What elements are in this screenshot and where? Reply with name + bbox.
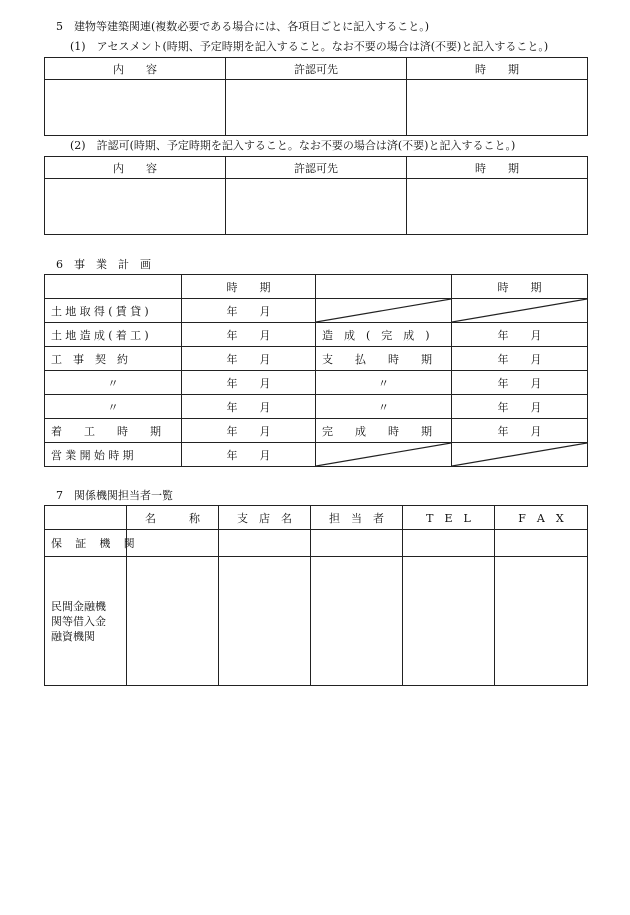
year-month-cell[interactable]: 年 月 — [452, 371, 588, 395]
diagonal-cell — [452, 299, 588, 323]
diagonal-cell — [316, 443, 452, 467]
diagonal-line — [452, 443, 587, 466]
header-content: 内 容 — [45, 58, 226, 80]
permit-content-cell[interactable] — [45, 179, 226, 235]
private-fax-cell[interactable] — [495, 557, 588, 686]
item-completion-time: 完 成 時 期 — [316, 419, 452, 443]
diagonal-line — [452, 299, 587, 322]
header-branch: 支 店 名 — [219, 506, 311, 530]
guarantee-branch-cell[interactable] — [219, 530, 311, 557]
year-month-cell[interactable]: 年 月 — [182, 395, 316, 419]
ditto-mark: 〃 — [316, 371, 452, 395]
item-land-acquisition: 土地取得(賃貸) — [45, 299, 182, 323]
header-fax: F A X — [495, 506, 588, 530]
item-payment-time: 支 払 時 期 — [316, 347, 452, 371]
header-authority: 許認可先 — [226, 157, 407, 179]
section5-title: 5 建物等建築関連(複数必要である場合には、各項目ごとに記入すること。) — [56, 20, 430, 33]
year-month-cell[interactable]: 年 月 — [452, 395, 588, 419]
header-content: 内 容 — [45, 157, 226, 179]
header-person: 担 当 者 — [311, 506, 403, 530]
private-tel-cell[interactable] — [403, 557, 495, 686]
assessment-time-cell[interactable] — [407, 80, 588, 136]
header-name: 名 称 — [127, 506, 219, 530]
year-month-cell[interactable]: 年 月 — [182, 323, 316, 347]
diagonal-line — [316, 443, 451, 466]
guarantee-person-cell[interactable] — [311, 530, 403, 557]
row-private-financial — [45, 557, 127, 686]
permit-time-cell[interactable] — [407, 179, 588, 235]
year-month-cell[interactable]: 年 月 — [182, 443, 316, 467]
ditto-mark: 〃 — [45, 371, 182, 395]
permit-table — [44, 156, 588, 235]
year-month-cell[interactable]: 年 月 — [452, 419, 588, 443]
section5-sub2-title: (2) 許認可(時期、予定時期を記入すること。なお不要の場合は済(不要)と記入すること。) — [70, 139, 516, 152]
section7-title: 7 関係機関担当者一覧 — [56, 489, 173, 502]
guarantee-fax-cell[interactable] — [495, 530, 588, 557]
header-authority: 許認可先 — [226, 58, 407, 80]
diagonal-cell — [316, 299, 452, 323]
private-branch-cell[interactable] — [219, 557, 311, 686]
row-label-line: 民間金融機 — [51, 599, 106, 613]
row-guarantee-org: 保 証 機 関 — [45, 530, 127, 557]
blank-header-cell — [316, 275, 452, 299]
private-name-cell[interactable] — [127, 557, 219, 686]
year-month-cell[interactable]: 年 月 — [182, 347, 316, 371]
header-time-right: 時 期 — [452, 275, 588, 299]
guarantee-tel-cell[interactable] — [403, 530, 495, 557]
blank-header-cell — [45, 275, 182, 299]
diagonal-line — [316, 299, 451, 322]
item-land-development: 土地造成(着工) — [45, 323, 182, 347]
header-time: 時 期 — [407, 58, 588, 80]
diagonal-cell — [452, 443, 588, 467]
private-person-cell[interactable] — [311, 557, 403, 686]
assessment-table — [44, 57, 588, 136]
header-tel: T E L — [403, 506, 495, 530]
row-label-line: 関等借入金 — [51, 614, 106, 628]
header-time-left: 時 期 — [182, 275, 316, 299]
year-month-cell[interactable]: 年 月 — [452, 323, 588, 347]
ditto-mark: 〃 — [45, 395, 182, 419]
ditto-mark: 〃 — [316, 395, 452, 419]
year-month-cell[interactable]: 年 月 — [182, 371, 316, 395]
guarantee-name-cell[interactable] — [127, 530, 219, 557]
year-month-cell[interactable]: 年 月 — [182, 419, 316, 443]
blank-header-cell — [45, 506, 127, 530]
permit-authority-cell[interactable] — [226, 179, 407, 235]
item-construction-contract: 工 事 契 約 — [45, 347, 182, 371]
assessment-authority-cell[interactable] — [226, 80, 407, 136]
header-time: 時 期 — [407, 157, 588, 179]
year-month-cell[interactable]: 年 月 — [452, 347, 588, 371]
item-opening-time: 営業開始時期 — [45, 443, 182, 467]
contacts-table — [44, 505, 588, 686]
section5-sub1-title: (1) アセスメント(時期、予定時期を記入すること。なお不要の場合は済(不要)と記入すること。) — [70, 40, 549, 53]
year-month-cell[interactable]: 年 月 — [182, 299, 316, 323]
item-start-time: 着 工 時 期 — [45, 419, 182, 443]
assessment-content-cell[interactable] — [45, 80, 226, 136]
row-label-line: 融資機関 — [51, 629, 95, 643]
business-plan-table — [44, 274, 588, 467]
section6-title: 6 事 業 計 画 — [56, 258, 151, 271]
item-development-completion: 造 成 ( 完 成 ) — [316, 323, 452, 347]
